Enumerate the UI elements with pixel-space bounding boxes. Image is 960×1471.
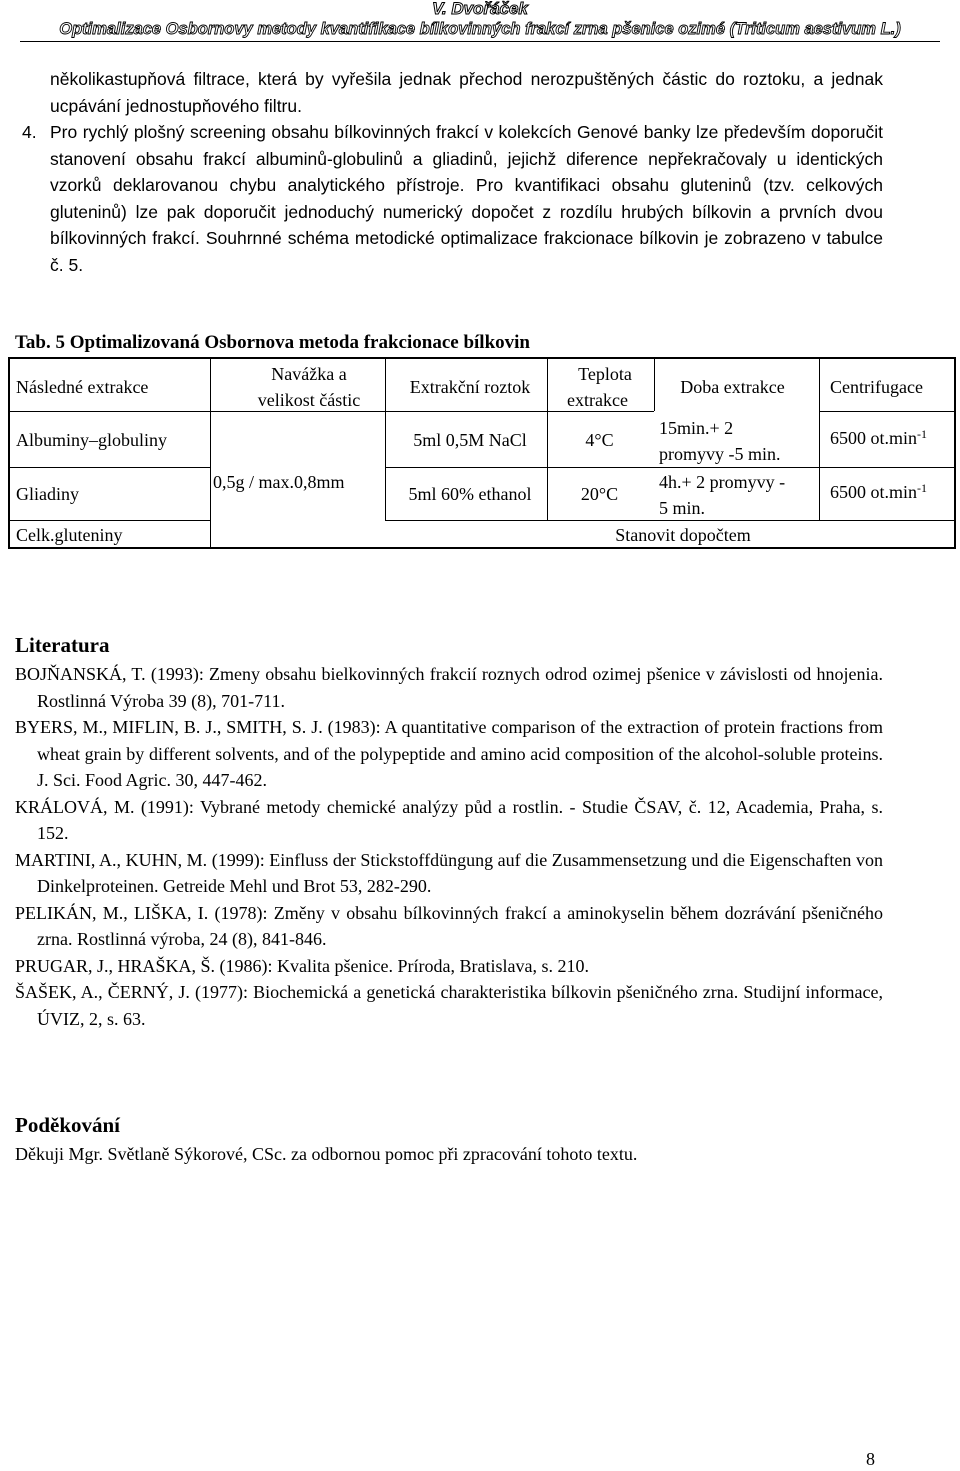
reference-item: PRUGAR, J., HRAŠKA, Š. (1986): Kvalita pšenice. Príroda, Bratislava, s. 210. — [15, 955, 589, 976]
header-extraction-solution: Extrakční roztok — [409, 377, 531, 397]
row-albumins-globulins-temperature: 4°C — [585, 430, 614, 450]
table-caption: Tab. 5 Optimalizovaná Osbornova metoda frakcionace bílkovin — [15, 332, 530, 353]
reference-item: ŠAŠEK, A., ČERNÝ, J. (1977): Biochemická a genetická charakteristika bílkovin pšeničného zrna. Studijní informace, ÚVIZ, 2, s. 63. — [15, 982, 883, 1029]
page-number: 8 — [866, 1449, 875, 1469]
row-albumins-globulins-solution: 5ml 0,5M NaCl — [413, 430, 527, 450]
row-gliadins-duration-line1: 4h.+ 2 promyvy - — [659, 472, 786, 492]
table-row-rule-2-right — [385, 520, 954, 521]
header-sample-line1: Navážka a — [271, 364, 347, 384]
header-title: Optimalizace Osbornovy metody kvantifikace bílkovinných frakcí zrna pšenice ozimé (Triticum aestivum L.) — [59, 20, 901, 38]
row-gliadins-centrifugation: 6500 $ot.\min^{-1}$ — [830, 481, 928, 502]
reference-item: BYERS, M., MIFLIN, B. J., SMITH, S. J. (1983): A quantitative comparison of the extraction of protein fractions from wheat grain by different solvents, and of the polypeptide and amino acid composition of the alcohol-soluble proteins. J. Sci. Food Agric. 30, 447-462. — [15, 717, 883, 790]
table-row-rule-1-right — [385, 467, 954, 468]
reference-item: BOJŇANSKÁ, T. (1993): Zmeny obsahu bielkovinných frakcií roznych odrod ozimej pšenice v závislosti od hnojenia. Rostlinná Výroba 39 (8), 701-711. — [15, 664, 883, 711]
row-gliadins-name: Gliadiny — [16, 484, 79, 504]
acknowledgement-text: Děkuji Mgr. Světlaně Sýkorové, CSc. za odbornou pomoc při zpracování tohoto textu. — [15, 1144, 638, 1164]
row-albumins-globulins-name: Albuminy–globuliny — [16, 430, 168, 450]
header-following-extractions: Následné extrakce — [16, 377, 149, 397]
header-temperature-line1: Teplota — [578, 364, 632, 384]
running-header — [0, 0, 960, 40]
table-header-rule-right — [819, 411, 954, 412]
reference-item: PELIKÁN, M., LIŠKA, I. (1978): Změny v obsahu bílkovinných frakcí a aminokyselin během dozrávání pšeničného zrna. Rostlinná výroba, 24 (8), 841-846. — [15, 902, 883, 949]
header-rule — [20, 41, 940, 42]
shared-sample-weight: 0,5g / max.0,8mm — [213, 472, 345, 492]
row-albumins-globulins-duration-line1: 15min.+ 2 — [659, 418, 734, 438]
header-temperature-line2: extrakce — [567, 390, 628, 410]
row-gliadins-duration-line2: 5 min. — [659, 498, 706, 518]
reference-list — [15, 661, 883, 1032]
item-text: Pro rychlý plošný screening obsahu bílkovinných frakcí v kolekcích Genové banky lze především doporučit stanovení obsahu frakcí albuminů-globulinů a gliadinů, jejichž diference nepřekračovaly u identických vzorků deklarovanou chybu analytického přístroje. Pro kvantifikaci obsahu gluteninů (tzv. celkových gluteninů) lze pak doporučit jednoduchý numerický dopočet z rozdílu hrubých bílkovin a prvních dvou bílkovinných frakcí. Souhrnné schéma metodické optimalizace frakcionace bílkovin je zobrazeno v tabulce č. 5. — [50, 122, 883, 275]
table-row-rule-2-left — [10, 520, 210, 521]
acknowledgement-heading: Poděkování — [15, 1113, 121, 1137]
table-col-rule-5 — [819, 359, 820, 520]
table-col-rule-4 — [654, 359, 655, 411]
row-gliadins-solution: 5ml 60% ethanol — [408, 484, 532, 504]
row-albumins-globulins-centrifugation: 6500 $ot.\min^{-1}$ — [830, 427, 928, 448]
table-col-rule-2 — [385, 359, 386, 520]
row-gliadins-temperature: 20°C — [580, 484, 619, 504]
table-row-rule-1-left — [10, 467, 210, 468]
row-total-glutenins-note: Stanovit dopočtem — [615, 525, 751, 545]
row-total-glutenins-name: Celk.gluteniny — [16, 525, 123, 545]
row-albumins-globulins-duration-line2: promyvy -5 min. — [659, 444, 781, 464]
reference-item: MARTINI, A., KUHN, M. (1999): Einfluss der Stickstoffdüngung auf die Zusammensetzung und die Eigenschaften von Dinkelproteinen. Getreide Mehl und Brot 53, 282-290. — [15, 849, 883, 896]
header-author: V. Dvořáček — [432, 0, 528, 18]
table-header-rule-left — [10, 411, 385, 412]
continuation-paragraph: několikastupňová filtrace, která by vyřešila jednak přechod nerozpuštěných částic do roztoku, a jednak ucpávání jednostupňového filtru. — [50, 69, 883, 116]
header-duration: Doba extrakce — [680, 377, 785, 397]
reference-item: KRÁLOVÁ, M. (1991): Vybrané metody chemické analýzy půd a rostlin. - Studie ČSAV, č. 12, Academia, Praha, s. 152. — [15, 796, 883, 843]
header-sample-line2: velikost částic — [257, 390, 361, 410]
conclusion-item-4 — [22, 119, 883, 278]
table-col-rule-3 — [547, 359, 548, 520]
item-number: 4. — [22, 122, 37, 142]
conclusions-text — [22, 66, 883, 278]
literature-heading: Literatura — [15, 633, 110, 657]
table-col-rule-1 — [210, 359, 211, 547]
header-centrifugation: Centrifugace — [830, 377, 923, 397]
table-header-rule-mid — [385, 411, 654, 412]
fractionation-table — [8, 357, 956, 549]
